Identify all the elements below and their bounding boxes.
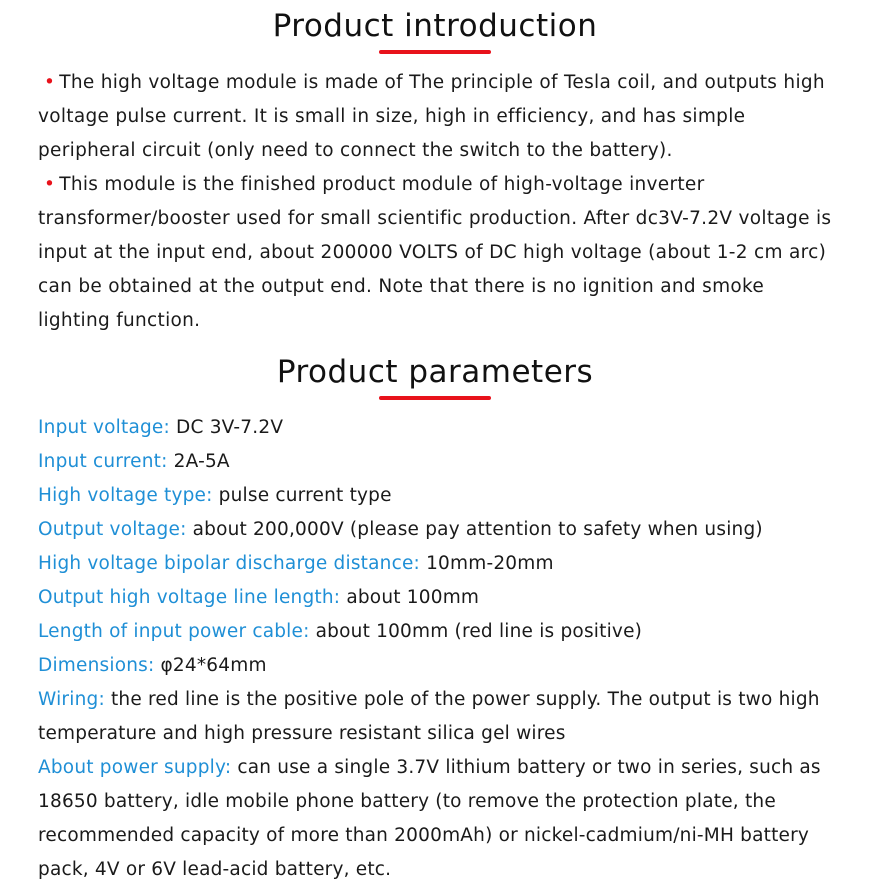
param-label: High voltage bipolar discharge distance: bbox=[38, 553, 420, 574]
param-label: Output high voltage line length: bbox=[38, 587, 341, 608]
param-dimensions bbox=[38, 649, 832, 683]
param-label: Input current: bbox=[38, 451, 168, 472]
bullet-icon: • bbox=[44, 174, 56, 195]
param-value: 10mm-20mm bbox=[426, 553, 554, 574]
intro-section bbox=[0, 6, 870, 54]
param-power-supply bbox=[38, 751, 832, 887]
param-value: 2A-5A bbox=[173, 451, 230, 472]
param-wiring bbox=[38, 683, 832, 751]
param-value: about 100mm bbox=[346, 587, 480, 608]
param-label: Length of input power cable: bbox=[38, 621, 310, 642]
param-label: High voltage type: bbox=[38, 485, 213, 506]
param-label: Input voltage: bbox=[38, 417, 170, 438]
intro-paragraph-1-text: The high voltage module is made of The principle of Tesla coil, and outputs high voltage pulse current. It is small in size, high in efficiency, and has simple peripheral circuit (only need to connect the switch to the battery). bbox=[38, 72, 825, 161]
param-value: can use a single 3.7V lithium battery or two in series, such as 18650 battery, idle mobile phone battery (to remove the protection plate, the recommended capacity of more than 2000mAh) or nickel-cadmium/ni-MH battery pack, 4V or 6V lead-acid battery, etc. bbox=[38, 757, 821, 880]
param-input-cable-length bbox=[38, 615, 832, 649]
param-label: Wiring: bbox=[38, 689, 105, 710]
param-value: about 100mm (red line is positive) bbox=[315, 621, 643, 642]
param-value: φ24*64mm bbox=[160, 655, 267, 676]
params-title-underline bbox=[379, 396, 491, 400]
param-value: DC 3V-7.2V bbox=[176, 417, 284, 438]
params-title: Product parameters bbox=[276, 354, 594, 390]
param-label: About power supply: bbox=[38, 757, 232, 778]
param-output-voltage bbox=[38, 513, 832, 547]
param-value: about 200,000V (please pay attention to safety when using) bbox=[192, 519, 763, 540]
param-discharge-distance bbox=[38, 547, 832, 581]
params-list bbox=[0, 411, 870, 887]
param-value: the red line is the positive pole of the power supply. The output is two high temperature and high pressure resistant silica gel wires bbox=[38, 689, 820, 744]
param-high-voltage-type bbox=[38, 479, 832, 513]
intro-title-underline bbox=[379, 50, 491, 54]
intro-paragraph-1 bbox=[38, 66, 832, 168]
param-input-current bbox=[38, 445, 832, 479]
param-input-voltage bbox=[38, 411, 832, 445]
param-output-line-length bbox=[38, 581, 832, 615]
bullet-icon: • bbox=[44, 72, 56, 93]
param-label: Output voltage: bbox=[38, 519, 187, 540]
param-label: Dimensions: bbox=[38, 655, 155, 676]
param-value: pulse current type bbox=[218, 485, 392, 506]
params-section-header bbox=[0, 352, 870, 400]
intro-title: Product introduction bbox=[272, 8, 598, 44]
intro-paragraph-2-text: This module is the finished product module of high-voltage inverter transformer/booster used for small scientific production. After dc3V-7.2V voltage is input at the input end, about 200000 VOLTS of DC high voltage (about 1-2 cm arc) can be obtained at the output end. Note that there is no ignition and smoke lighting function. bbox=[38, 174, 832, 331]
intro-paragraph-2 bbox=[38, 168, 832, 338]
intro-body bbox=[0, 66, 870, 338]
